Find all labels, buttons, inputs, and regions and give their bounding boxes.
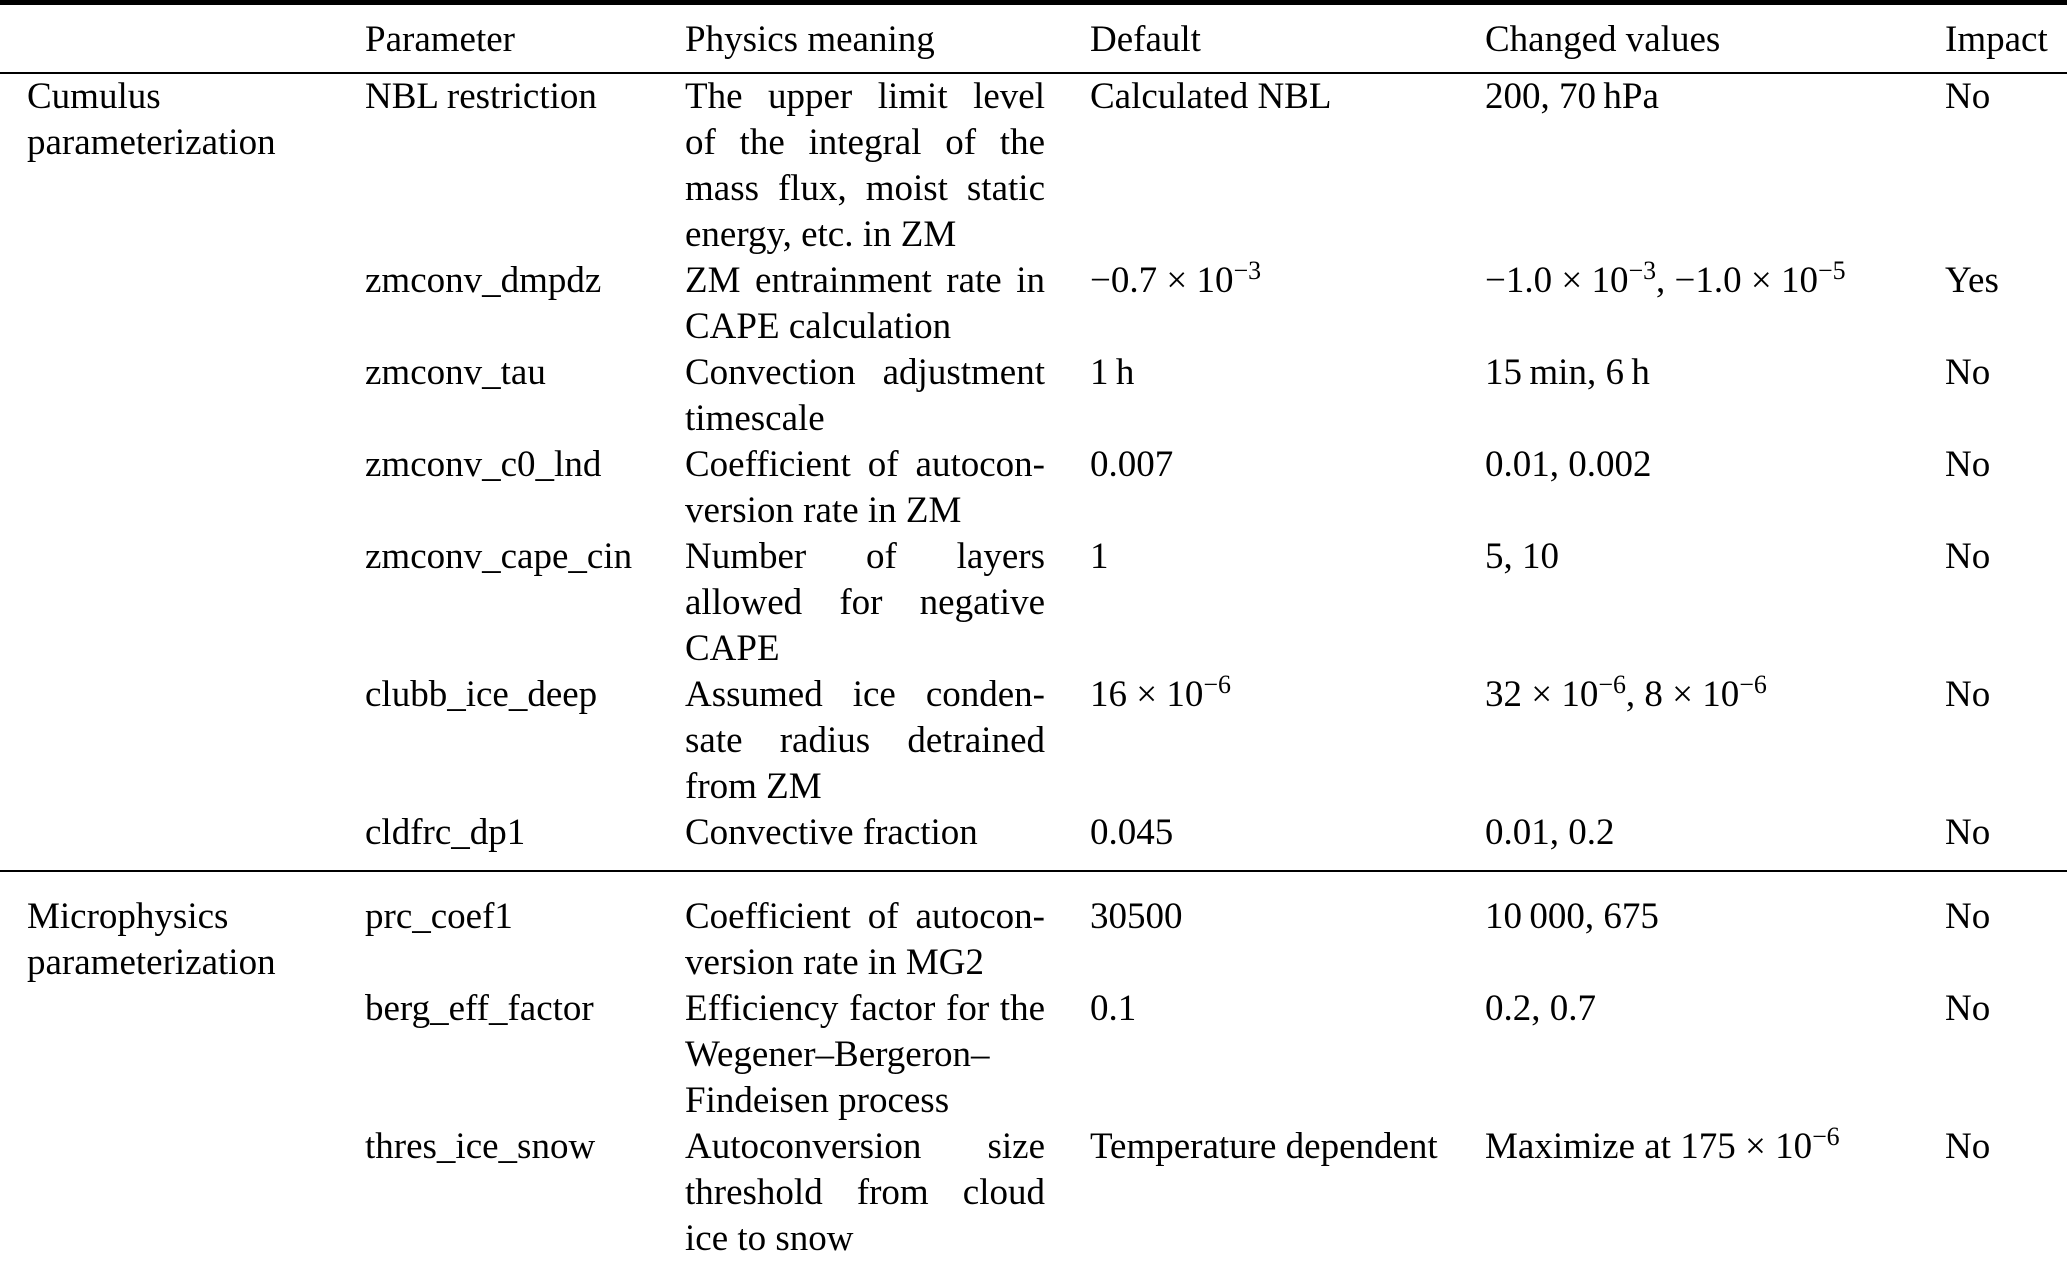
- cell-default: 1: [1090, 536, 1109, 577]
- cell-changed-values: 10 000, 675: [1458, 871, 1918, 986]
- cell-changed-values: 200, 70 hPa: [1485, 76, 1659, 117]
- cell-default: $16 \times 10^{-6}$: [1090, 669, 1231, 715]
- header-impact: Impact: [1918, 3, 2067, 74]
- meaning-line: CAPE calculation: [685, 306, 952, 347]
- cell-impact: No: [1945, 674, 1991, 715]
- meaning-line: Findeisen process: [685, 1080, 950, 1121]
- meaning-line: Efficiency factor for the: [685, 988, 1045, 1029]
- cell-default: $-0.7 \times 10^{-3}$: [1090, 255, 1262, 301]
- table-header: [0, 3, 2067, 74]
- cell-parameter: berg_eff_factor: [365, 988, 594, 1029]
- cell-parameter: zmconv_dmpdz: [365, 260, 602, 301]
- cell-default: 0.007: [1090, 444, 1174, 485]
- cell-default: 0.045: [1090, 812, 1174, 853]
- cell-parameter: zmconv_cape_cin: [365, 536, 633, 577]
- group-microphysics-parameterization: [0, 871, 2067, 1261]
- meaning-line: Coefficient of autocon-: [685, 896, 1045, 937]
- meaning-line: allowed for negative: [685, 582, 1045, 623]
- group-label: Cumulus parameterization: [27, 76, 276, 163]
- group-cumulus-parameterization: [0, 73, 2067, 871]
- cell-default: Calculated NBL: [1090, 76, 1332, 117]
- meaning-line: ZM entrainment rate in: [685, 260, 1045, 301]
- meaning-line: mass flux, moist static: [685, 168, 1045, 209]
- meaning-line: Wegener–Bergeron–: [685, 1034, 990, 1075]
- meaning-line: Convection adjustment: [685, 352, 1045, 393]
- cell-physics-meaning: [658, 442, 1063, 534]
- cell-physics-meaning: [658, 810, 1063, 871]
- cell-changed-values: 0.01, 0.2: [1485, 812, 1615, 853]
- cell-impact: No: [1945, 444, 1991, 485]
- cell-changed-values: Maximize at $175 \times 10^{-6}$: [1485, 1121, 1840, 1167]
- cell-impact: No: [1945, 1126, 1991, 1167]
- cell-impact: No: [1945, 352, 1991, 393]
- cell-impact: Yes: [1945, 260, 1999, 301]
- cell-impact: No: [1945, 76, 1991, 117]
- cell-physics-meaning: [658, 534, 1063, 672]
- cell-parameter: cldfrc_dp1: [365, 812, 526, 853]
- cell-physics-meaning: [658, 871, 1063, 986]
- cell-parameter: zmconv_c0_lnd: [365, 444, 602, 485]
- cell-physics-meaning: [658, 258, 1063, 350]
- cell-default: 30500: [1063, 871, 1458, 986]
- meaning-line: ice to snow: [685, 1218, 854, 1259]
- meaning-line: timescale: [685, 398, 825, 439]
- cell-changed-values: 5, 10: [1485, 536, 1559, 577]
- header-changed-values: Changed values: [1458, 3, 1918, 74]
- cell-physics-meaning: [658, 73, 1063, 258]
- cell-changed-values: $32 \times 10^{-6}$, $8 \times 10^{-6}$: [1485, 669, 1767, 715]
- table-row: [0, 73, 2067, 258]
- cell-physics-meaning: [658, 986, 1063, 1124]
- cell-physics-meaning: [658, 350, 1063, 442]
- cell-changed-values: $-1.0 \times 10^{-3}$, $-1.0 \times 10^{-5}$: [1485, 255, 1846, 301]
- header-parameter: Parameter: [338, 3, 658, 74]
- header-physics-meaning: Physics meaning: [658, 3, 1063, 74]
- header-default: Default: [1063, 3, 1458, 74]
- cell-changed-values: 0.2, 0.7: [1485, 988, 1596, 1029]
- cell-default: 0.1: [1090, 988, 1137, 1029]
- meaning-line: sate radius detrained: [685, 720, 1045, 761]
- meaning-line: Autoconversion size: [685, 1126, 1045, 1167]
- cell-changed-values: 15 min, 6 h: [1485, 352, 1650, 393]
- meaning-line: Assumed ice conden-: [685, 674, 1045, 715]
- meaning-line: threshold from cloud: [685, 1172, 1045, 1213]
- cell-changed-values: 0.01, 0.002: [1485, 444, 1652, 485]
- cell-parameter: NBL restriction: [365, 76, 597, 117]
- meaning-line: Convective fraction: [685, 812, 978, 853]
- cell-default: 1 h: [1090, 352, 1135, 393]
- group-label: Microphysics parameterization: [0, 871, 338, 1261]
- meaning-line: The upper limit level: [685, 76, 1045, 117]
- cell-impact: No: [1945, 536, 1991, 577]
- cell-impact: No: [1918, 871, 2067, 986]
- cell-physics-meaning: [658, 1124, 1063, 1261]
- table-row: [0, 871, 2067, 986]
- cell-impact: No: [1945, 812, 1991, 853]
- cell-parameter: prc_coef1: [338, 871, 658, 986]
- cell-impact: No: [1945, 988, 1991, 1029]
- meaning-line: Number of layers: [685, 536, 1045, 577]
- cell-parameter: clubb_ice_deep: [365, 674, 598, 715]
- meaning-line: version rate in MG2: [685, 942, 985, 983]
- meaning-line: version rate in ZM: [685, 490, 962, 531]
- cell-parameter: zmconv_tau: [365, 352, 546, 393]
- cell-parameter: thres_ice_snow: [365, 1126, 596, 1167]
- meaning-line: energy, etc. in ZM: [685, 214, 957, 255]
- header-group: [0, 3, 338, 74]
- cell-default: Temperature dependent: [1090, 1126, 1438, 1167]
- header-row: [0, 3, 2067, 74]
- meaning-line: Coefficient of autocon-: [685, 444, 1045, 485]
- cell-physics-meaning: [658, 672, 1063, 810]
- meaning-line: from ZM: [685, 766, 822, 807]
- meaning-line: of the integral of the: [685, 122, 1045, 163]
- meaning-line: CAPE: [685, 628, 780, 669]
